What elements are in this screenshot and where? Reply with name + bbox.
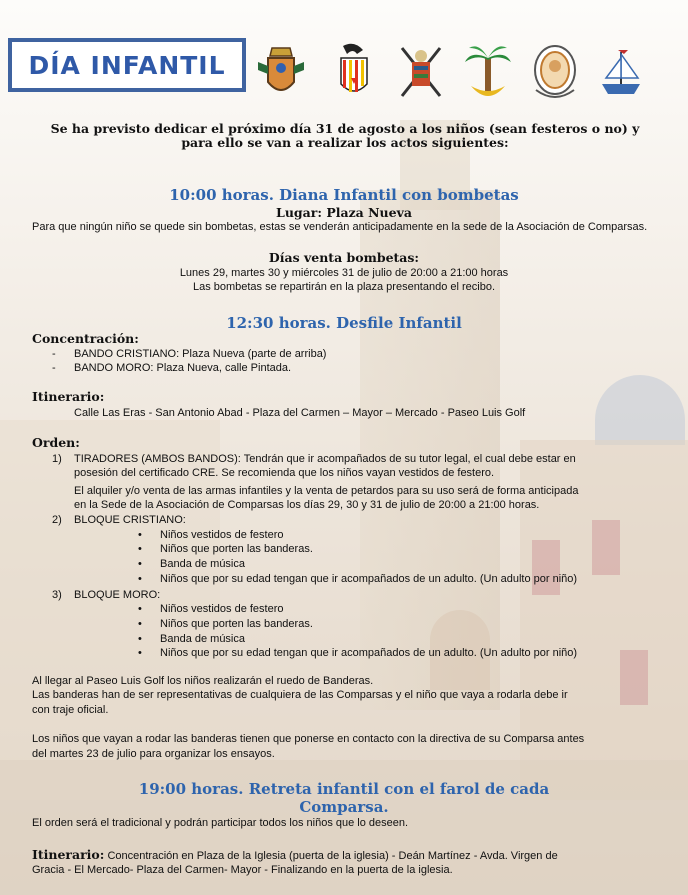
orden-num-1: 1)	[52, 453, 62, 465]
note2-line2: del martes 23 de julio para organizar los ensayos.	[32, 748, 275, 760]
bullet: •	[138, 633, 142, 645]
orden-num-3: 3)	[52, 589, 62, 601]
section3-heading-line2: Comparsa.	[299, 798, 389, 816]
section1-sale-line1: Lunes 29, martes 30 y miércoles 31 de julio de 20:00 a 21:00 horas	[179, 267, 509, 279]
bullet: •	[138, 618, 142, 630]
concentracion-item-2: BANDO MORO: Plaza Nueva, calle Pintada.	[74, 362, 292, 374]
section3-heading-line1: 19:00 horas. Retreta infantil con el farol de cada	[138, 780, 550, 798]
concentracion-dash-1: -	[52, 348, 56, 360]
section2-heading: 12:30 horas. Desfile Infantil	[226, 314, 462, 332]
cristiano-item-2: Niños que porten las banderas.	[160, 543, 313, 555]
intro-text: Se ha previsto dedicar el próximo día 31 de agosto a los niños (sean festeros o no) y para ello se van a realizar los actos siguientes:	[50, 121, 640, 150]
orden-1-line-2: posesión del certificado CRE. Se recomienda que los niños vayan vestidos de festero.	[74, 467, 495, 479]
page-title: DÍA INFANTIL	[28, 50, 226, 80]
palm-moon-crest-icon	[461, 40, 515, 104]
bloque-moro-title: BLOQUE MORO:	[74, 589, 161, 601]
section3-itinerario-line2: Gracia - El Mercado- Plaza del Carmen- Mayor - Finalizando en la puerta de la iglesia.	[32, 864, 453, 876]
concentracion-label: Concentración:	[32, 331, 139, 346]
section3-itinerario	[32, 848, 672, 863]
title-box	[8, 38, 246, 92]
cristiano-item-1: Niños vestidos de festero	[160, 529, 284, 541]
orden-1-line-3: El alquiler y/o venta de las armas infantiles y la venta de petardos para su uso será de forma anticipada	[74, 485, 579, 497]
bullet: •	[138, 558, 142, 570]
concentracion-dash-2: -	[52, 362, 56, 374]
orden-1-line-1: TIRADORES (AMBOS BANDOS): Tendrán que ir acompañados de su tutor legal, el cual debe estar en	[74, 453, 576, 465]
itinerario-label: Itinerario:	[32, 389, 105, 404]
bullet: •	[138, 603, 142, 615]
concentracion-item-1: BANDO CRISTIANO: Plaza Nueva (parte de arriba)	[74, 348, 327, 360]
section1-sale-heading: Días venta bombetas:	[268, 250, 420, 265]
section1-sale-line2: Las bombetas se repartirán en la plaza presentando el recibo.	[192, 281, 496, 293]
section1-heading: 10:00 horas. Diana Infantil con bombetas	[169, 186, 519, 204]
note1-line1: Al llegar al Paseo Luis Golf los niños realizarán el ruedo de Banderas.	[32, 675, 374, 687]
bullet: •	[138, 529, 142, 541]
note1-line3: con traje oficial.	[32, 704, 109, 716]
bloque-cristiano-title: BLOQUE CRISTIANO:	[74, 514, 186, 526]
moro-item-2: Niños que porten las banderas.	[160, 618, 313, 630]
ship-crest-icon	[594, 40, 648, 104]
coat-of-arms-crest-icon	[254, 40, 308, 104]
bullet: •	[138, 543, 142, 555]
note1-line2: Las banderas han de ser representativas de cualquiera de las Comparsas y el niño que vaya a rodarla debe ir	[32, 689, 568, 701]
portrait-medallion-crest-icon	[528, 40, 582, 104]
section3-text: El orden será el tradicional y podrán participar todos los niños que lo deseen.	[32, 817, 409, 829]
logo-row	[254, 40, 684, 104]
bullet: •	[138, 647, 142, 659]
valencia-crest-icon	[327, 40, 381, 104]
bullet: •	[138, 573, 142, 585]
orden-label: Orden:	[32, 435, 80, 450]
cristiano-item-4: Niños que por su edad tengan que ir acompañados de un adulto. (Un adulto por niño)	[160, 573, 578, 585]
orden-1-line-4: en la Sede de la Asociación de Comparsas los días 29, 30 y 31 de julio de 20:00 a 21:00 horas.	[74, 499, 540, 511]
section1-place: Lugar: Plaza Nueva	[276, 205, 412, 220]
moro-item-3: Banda de música	[160, 633, 245, 645]
moro-item-4: Niños que por su edad tengan que ir acompañados de un adulto. (Un adulto por niño)	[160, 647, 578, 659]
itinerario-text: Calle Las Eras - San Antonio Abad - Plaza del Carmen – Mayor – Mercado - Paseo Luis Golf	[74, 407, 526, 419]
cristiano-item-3: Banda de música	[160, 558, 245, 570]
crossed-swords-crest-icon	[394, 40, 448, 104]
section1-text: Para que ningún niño se quede sin bombetas, estas se venderán anticipadamente en la sede de la Asociación de Comparsas.	[32, 221, 648, 233]
orden-num-2: 2)	[52, 514, 62, 526]
moro-item-1: Niños vestidos de festero	[160, 603, 284, 615]
note2-line1: Los niños que vayan a rodar las banderas tienen que ponerse en contacto con la directiva de su Comparsa antes	[32, 733, 585, 745]
section3-itinerario-line1: Concentración en Plaza de la Iglesia (puerta de la iglesia) - Deán Martínez - Avda. Virgen de	[104, 850, 558, 862]
section3-itinerario-label: Itinerario:	[32, 847, 105, 862]
